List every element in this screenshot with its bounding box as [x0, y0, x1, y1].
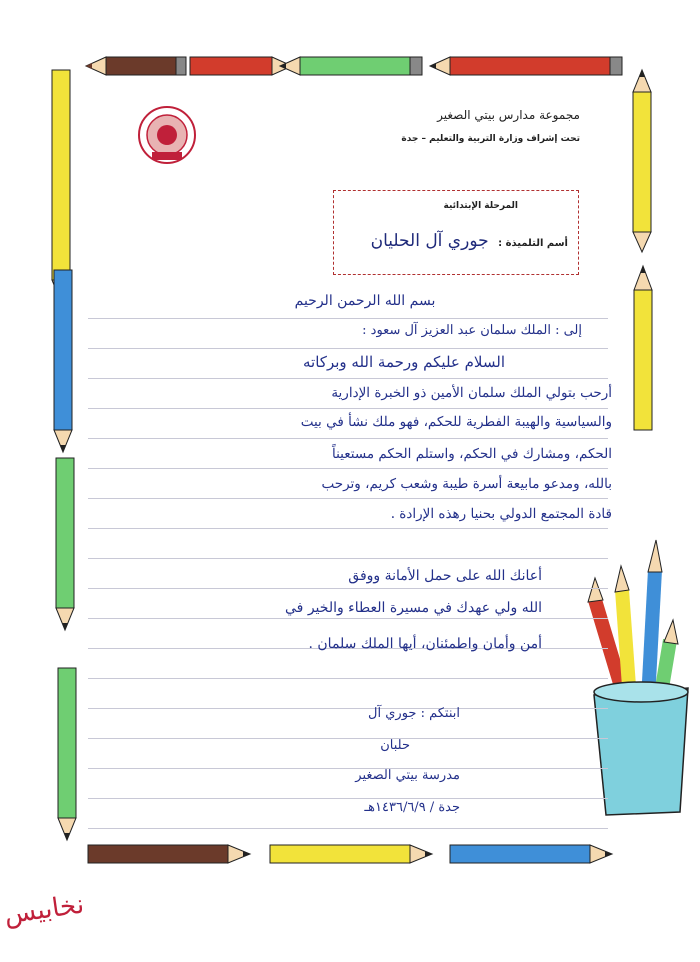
- pencil-icon: [58, 668, 76, 840]
- pencil-icon: [88, 845, 250, 863]
- addressee-line: إلى : الملك سلمان عبد العزيز آل سعود :: [362, 323, 582, 338]
- student-name-label: أسم التلميذة :: [498, 238, 568, 249]
- pencil-icon: [190, 57, 292, 75]
- signature-line: ابنتكم : جوري آل: [368, 706, 460, 721]
- rule-line: [88, 588, 608, 589]
- body-line: الحكم، ومشارك في الحكم، واستلم الحكم مستعيناً: [331, 446, 612, 462]
- body-line: بالله، ومدعو مابيعة أسرة طيبة وشعب كريم، وترحب: [321, 476, 612, 492]
- signature-line: جدة / ١٤٣٦/٦/٩هـ: [364, 800, 460, 815]
- rule-line: [88, 408, 608, 409]
- pencil-icon: [634, 266, 652, 430]
- pencil-icon: [450, 845, 612, 863]
- body-line: أرحب بتولي الملك سلمان الأمين ذو الخبرة الإدارية: [331, 385, 612, 401]
- pencil-icon: [86, 57, 186, 75]
- pencil-icon: [430, 57, 622, 75]
- school-stage: المرحلة الإبتدائية: [443, 201, 518, 211]
- closing-line: أعانك الله على حمل الأمانة ووفق: [348, 568, 542, 584]
- student-name-row: [371, 231, 568, 251]
- pencil-icon: [56, 458, 74, 630]
- rule-line: [88, 798, 608, 799]
- rule-line: [88, 498, 608, 499]
- rule-line: [88, 738, 608, 739]
- header: [280, 108, 580, 144]
- body-line: والسياسية والهيبة الفطرية للحكم، فهو ملك نشأ في بيت: [300, 414, 612, 430]
- greeting-line: السلام عليكم ورحمة الله وبركاته: [303, 353, 505, 371]
- rule-line: [88, 768, 608, 769]
- rule-line: [88, 678, 608, 679]
- basmala: بسم الله الرحمن الرحيم: [294, 293, 436, 309]
- rule-line: [88, 828, 608, 829]
- rule-line: [88, 468, 608, 469]
- body-line: قادة المجتمع الدولي بحنيا رهذه الإرادة .: [390, 506, 612, 522]
- signature-line: مدرسة بيتي الصغير: [355, 768, 460, 783]
- closing-line: أمن وأمان واطمئنان، أيها الملك سلمان .: [308, 636, 542, 652]
- rule-line: [88, 378, 608, 379]
- pencil-icon: [270, 845, 432, 863]
- signature-line: حلبان: [380, 738, 410, 753]
- rule-line: [88, 708, 608, 709]
- pencil-icon: [633, 70, 651, 252]
- watermark-stamp: نخابيس: [2, 889, 86, 931]
- rule-line: [88, 558, 608, 559]
- pencil-icon: [280, 57, 422, 75]
- rule-line: [88, 618, 608, 619]
- rule-line: [88, 438, 608, 439]
- rule-line: [88, 348, 608, 349]
- supervision-line: تحت إشراف وزارة التربية والتعليم – جدة: [401, 134, 580, 144]
- rule-line: [88, 318, 608, 319]
- rule-line: [88, 528, 608, 529]
- pencil-icon: [54, 270, 72, 452]
- organization-name: مجموعة مدارس بيتي الصغير: [437, 108, 580, 122]
- school-logo-icon: [134, 104, 200, 166]
- student-name-value: جوري آل الحليان: [370, 231, 489, 251]
- closing-line: الله ولي عهدك في مسيرة العطاء والخير في: [285, 600, 542, 616]
- student-info-box: [333, 190, 579, 275]
- pencil-icon: [52, 70, 70, 302]
